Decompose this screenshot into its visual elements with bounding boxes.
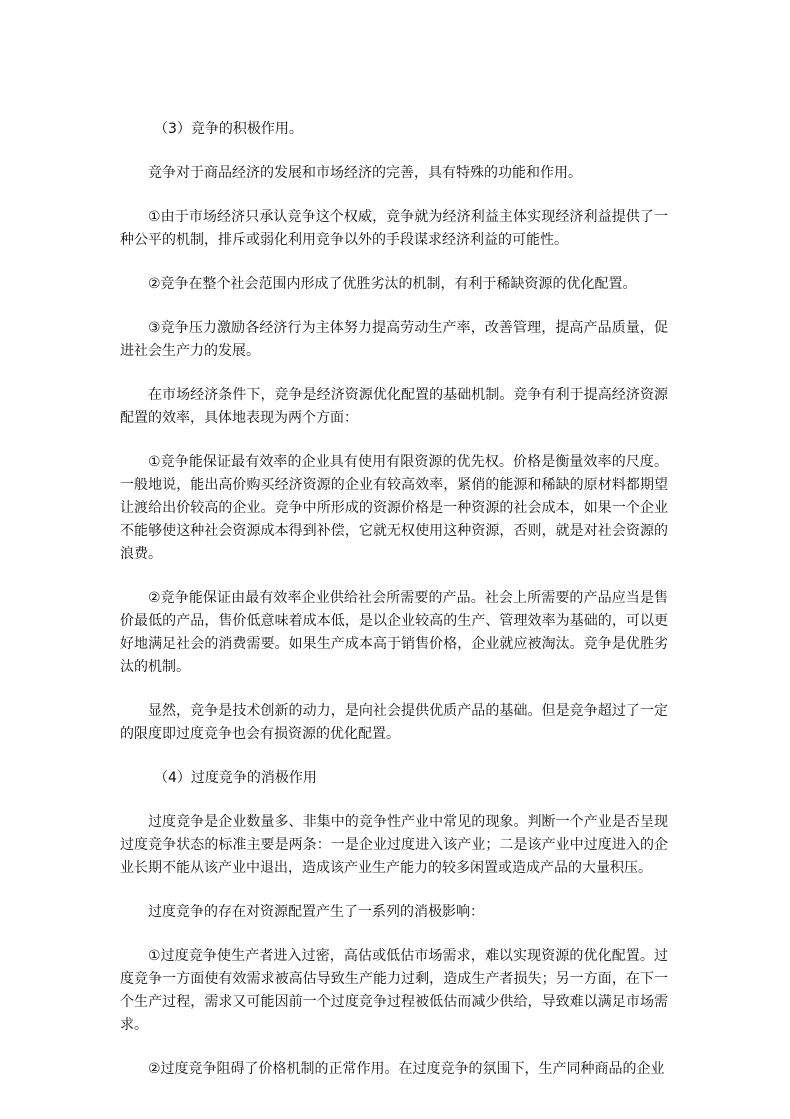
paragraph-intro: 竞争对于商品经济的发展和市场经济的完善，具有特殊的功能和作用。 <box>148 165 582 181</box>
paragraph-innovation: 显然，竞争是技术创新的动力，是向社会提供优质产品的基础。但是竞争超过了一定的限度即过度竞争也会有损资源的优化配置。 <box>120 703 668 742</box>
paragraph-market-conditions: 在市场经济条件下，竞争是经济资源优化配置的基础机制。竞争有利于提高经济资源配置的效率，具体地表现为两个方面： <box>120 387 668 426</box>
paragraph-efficiency-2: ②竞争能保证由最有效率企业供给社会所需要的产品。社会上所需要的产品应当是售价最低的产品，售价低意味着成本低，是以企业较高的生产、管理效率为基础的，可以更好地满足社会的消费需要。如果生产成本高于销售价格，企业就应被淘汰。竞争是优胜劣汰的机制。 <box>120 590 668 675</box>
section-heading-excessive-competition: （4）过度竞争的消极作用 <box>154 770 317 786</box>
paragraph-excessive-definition: 过度竞争是企业数量多、非集中的竞争性产业中常见的现象。判断一个产业是否呈现过度竞争状态的标准主要是两条：一是企业过度进入该产业；二是该产业中过度进入的企业长期不能从该产业中退出，造成该产业生产能力的较多闲置或造成产品的大量积压。 <box>120 814 668 876</box>
paragraph-point-2: ②竞争在整个社会范围内形成了优胜劣汰的机制，有利于稀缺资源的优化配置。 <box>148 276 637 292</box>
section-heading-positive-role: （3）竞争的积极作用。 <box>154 121 303 137</box>
paragraph-point-3: ③竞争压力激励各经济行为主体努力提高劳动生产率，改善管理，提高产品质量，促进社会生产力的发展。 <box>120 320 668 359</box>
paragraph-negative-effects-intro: 过度竞争的存在对资源配置产生了一系列的消极影响： <box>148 904 484 920</box>
paragraph-negative-effect-1: ①过度竞争使生产者进入过密，高估或低估市场需求，难以实现资源的优化配置。过度竞争一方面使有效需求被高估导致生产能力过剩，造成生产者损失；另一方面，在下一个生产过程，需求又可能因前一个过度竞争过程被低估而减少供给，导致难以满足市场需求。 <box>120 948 668 1033</box>
document-body <box>120 118 668 1102</box>
paragraph-negative-effect-2: ②过度竞争阻碍了价格机制的正常作用。在过度竞争的氛围下，生产同种商品的企业 <box>148 1061 665 1077</box>
paragraph-efficiency-1: ①竞争能保证最有效率的企业具有使用有限资源的优先权。价格是衡量效率的尺度。一般地说，能出高价购买经济资源的企业有较高效率，紧俏的能源和稀缺的原材料都期望让渡给出价较高的企业。竞争中所形成的资源价格是一种资源的社会成本，如果一个企业不能够使这种社会资源成本得到补偿，它就无权使用这种资源，否则，就是对社会资源的浪费。 <box>120 454 668 562</box>
paragraph-point-1: ①由于市场经济只承认竞争这个权威，竞争就为经济利益主体实现经济利益提供了一种公平的机制，排斥或弱化利用竞争以外的手段谋求经济利益的可能性。 <box>120 209 668 248</box>
